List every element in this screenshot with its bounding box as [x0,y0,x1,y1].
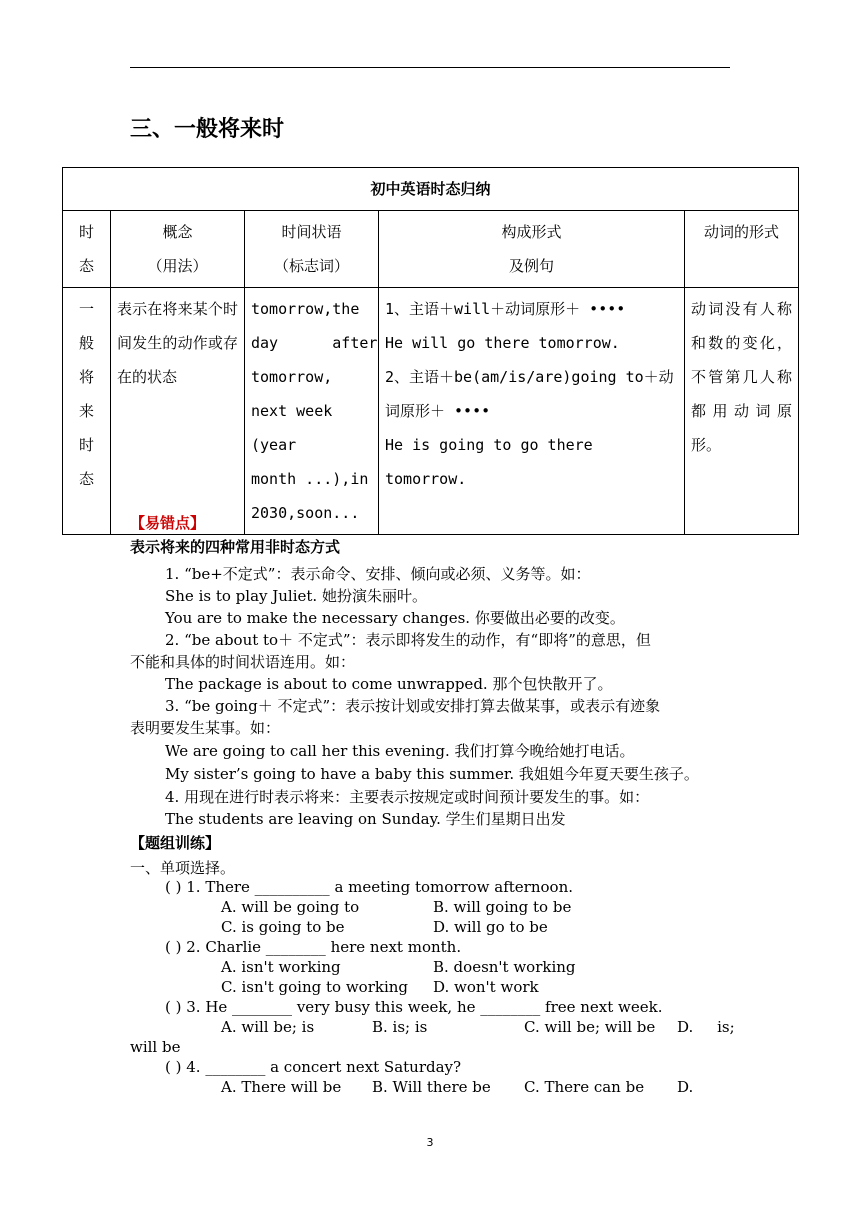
section-heading: 三、一般将来时 [130,117,285,142]
section-label: 一、单项选择。 [130,859,236,877]
note-3: 3. “be going＋ 不定式”：表示按计划或安排打算去做某事，或表示有迹象 [165,697,661,715]
table-row [63,288,799,535]
question-3-option-d: D. is; [677,1018,735,1036]
note-1-example-1: She is to play Juliet. 她扮演朱丽叶。 [165,587,427,605]
note-2-example: The package is about to come unwrapped. 那个包快散开了。 [165,675,613,693]
note-3-example-2: My sister’s going to have a baby this summer. 我姐姐今年夏天要生孩子。 [165,765,699,783]
question-4-option-a: A. There will be [221,1078,342,1096]
question-2-option-b: B. doesn't working [433,958,576,976]
table-title: 初中英语时态归纳 [63,168,799,211]
header-rule [130,67,730,68]
cell-verb: 动词没有人称和数的变化，不管第几人称都用动词原形。 [685,288,799,535]
note-2: 2. “be about to＋ 不定式”：表示即将发生的动作，有“即将”的意思，但 [165,631,651,649]
question-3-option-d-cont: will be [130,1038,181,1056]
question-2-option-a: A. isn't working [221,958,341,976]
question-1-stem: ( ) 1. There __________ a meeting tomorrow afternoon. [165,878,574,896]
cell-concept: 表示在将来某个时间发生的动作或存在的状态 [111,288,245,535]
header-tense: 时 态 [63,211,111,288]
note-2-cont: 不能和具体的时间状语连用。如： [130,653,356,671]
errors-title: 【易错点】 [130,514,206,532]
cell-form: 1、主语＋will＋动词原形＋ •••• He will go there tomorrow. 2、主语＋be(am/is/are)going to＋动 词原形＋ •••• He is going to go there tomorrow. [379,288,685,535]
question-4-option-c: C. There can be [524,1078,645,1096]
note-4-example: The students are leaving on Sunday. 学生们星期日出发 [165,810,566,828]
question-4-stem: ( ) 4. ________ a concert next Saturday? [165,1058,462,1076]
question-3-option-b: B. is; is [372,1018,428,1036]
question-1-option-b: B. will going to be [433,898,572,916]
question-4-option-d: D. [677,1078,694,1096]
question-4-option-b: B. Will there be [372,1078,491,1096]
header-time: 时间状语 （标志词） [245,211,379,288]
question-2-option-c: C. isn't going to working [221,978,409,996]
question-2-stem: ( ) 2. Charlie ________ here next month. [165,938,462,956]
table-header-row [63,211,799,288]
note-1: 1. “be+不定式”：表示命令、安排、倾向或必须、义务等。如： [165,565,591,583]
question-3-option-a: A. will be; is [221,1018,315,1036]
question-3-stem: ( ) 3. He ________ very busy this week, he ________ free next week. [165,998,663,1016]
note-1-example-2: You are to make the necessary changes. 你要做出必要的改变。 [165,609,625,627]
page-number: 3 [426,1136,434,1149]
header-verb: 动词的形式 [685,211,799,288]
header-form: 构成形式 及例句 [379,211,685,288]
question-3-option-c: C. will be; will be [524,1018,656,1036]
question-1-option-a: A. will be going to [221,898,360,916]
note-4: 4. 用现在进行时表示将来：主要表示按规定或时间预计要发生的事。如： [165,788,650,806]
cell-tense: 一 般 将 来 时 态 [63,288,111,535]
note-3-cont: 表明要发生某事。如： [130,719,281,737]
cell-time: tomorrow,the day after tomorrow, next week (year month ...),in 2030,soon... [245,288,379,535]
practice-title: 【题组训练】 [130,834,221,852]
header-concept: 概念 （用法） [111,211,245,288]
question-2-option-d: D. won't work [433,978,539,996]
question-1-option-c: C. is going to be [221,918,345,936]
note-3-example-1: We are going to call her this evening. 我们打算今晚给她打电话。 [165,742,635,760]
question-1-option-d: D. will go to be [433,918,548,936]
subtitle: 表示将来的四种常用非时态方式 [130,538,341,556]
tense-table [62,167,799,535]
